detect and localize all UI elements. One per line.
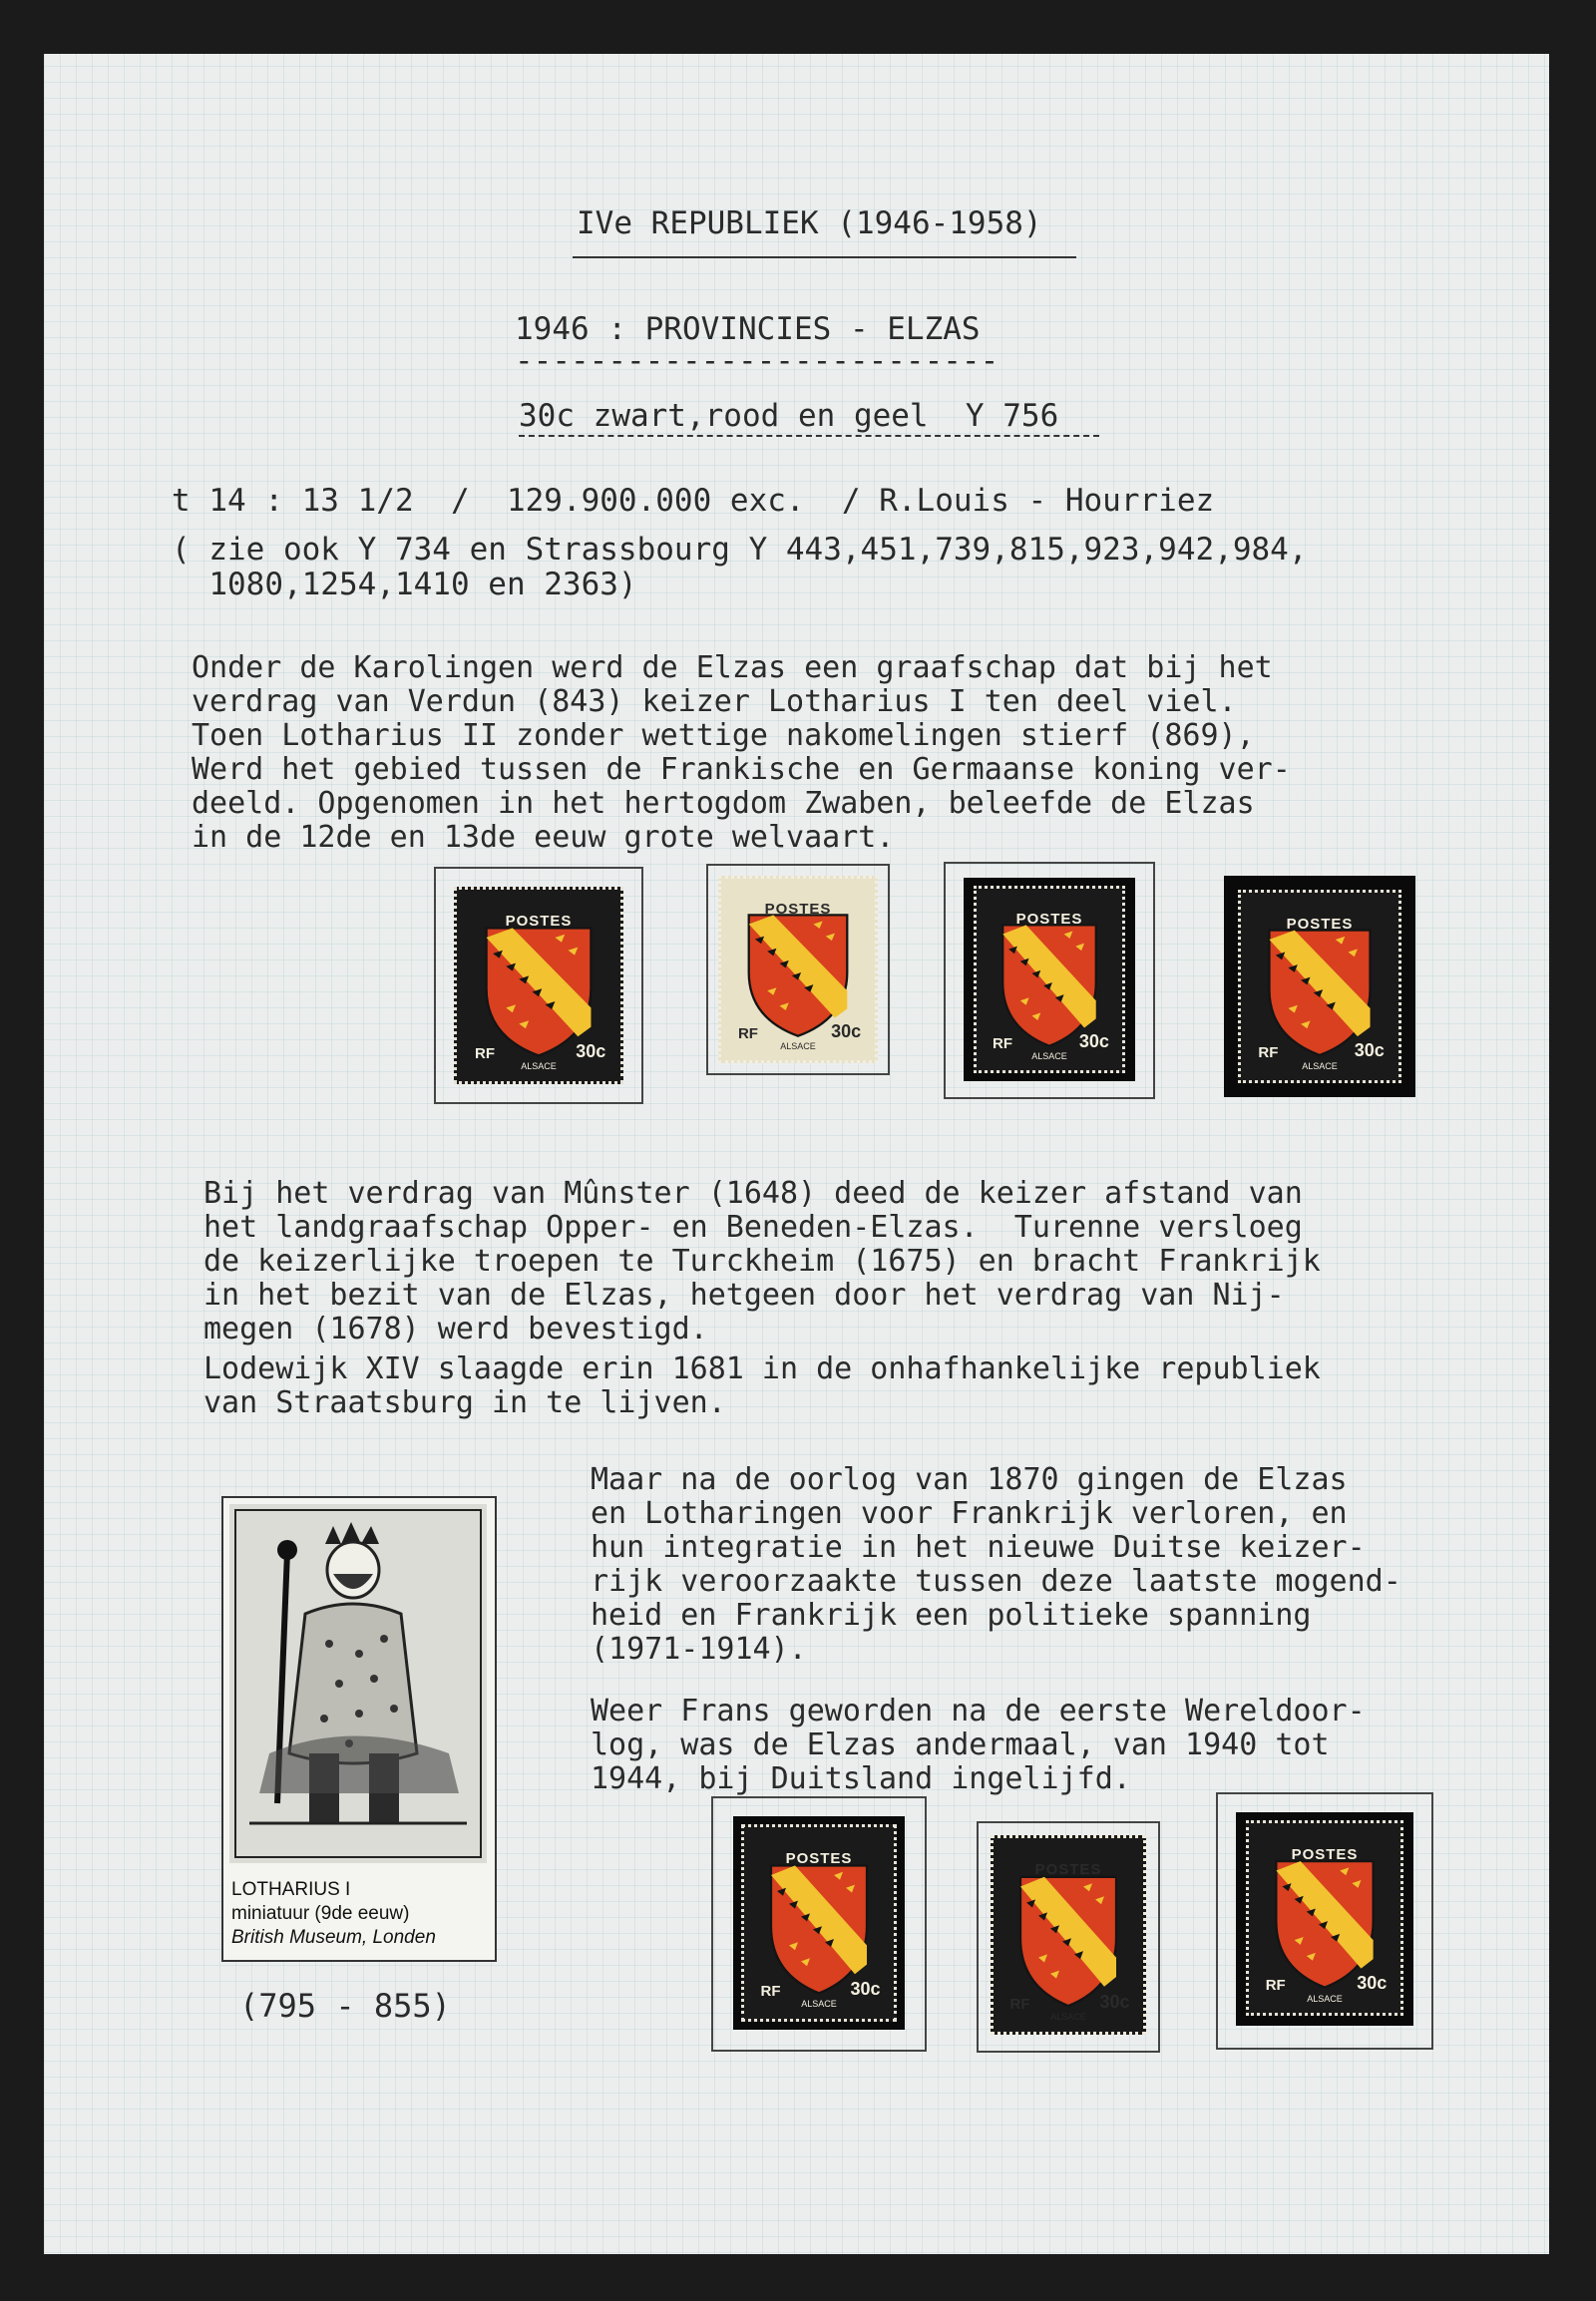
stamp-mount-4 [1224,876,1415,1097]
lifespan-dates: (795 - 855) [239,1987,451,2025]
stamp-name-label: ALSACE [521,1061,557,1072]
stamp [741,1824,897,2022]
stamp-name-label: ALSACE [1302,1060,1338,1071]
stamp-frame-5 [711,1796,927,2052]
page-title: IVe REPUBLIEK (1946-1958) [577,205,1042,241]
stamp-frame-7 [1216,1792,1433,2050]
perforation-info: t 14 : 13 1/2 / 129.900.000 exc. / R.Louis - Hourriez [172,483,1215,519]
stamp-postes-label: POSTES [505,913,573,931]
stamp-name-label: ALSACE [1031,1050,1067,1061]
stamp-value-label: 30c [1099,1991,1130,2012]
history-paragraph-2: Bij het verdrag van Mûnster (1648) deed de keizer afstand van het landgraafschap Opper- en Beneden-Elzas. Turenne versloeg de keizerlijke troepen te Turckheim (1675) en bracht Frankrijk in het bezit van de Elzas, hetgeen door het verdrag van Nij- megen (1678) werd bevestigd. [203,1176,1321,1346]
stamp-postes-label: POSTES [1034,1861,1102,1879]
stamp-name-label: ALSACE [801,1999,837,2010]
stamp-postes-label: POSTES [785,1850,853,1868]
stamp-postes-label: POSTES [1291,1845,1359,1863]
history-paragraph-3: Lodewijk XIV slaagde erin 1681 in de onhafhankelijke republiek van Straatsburg in te lijven. [203,1351,1321,1420]
stamp-value-label: 30c [831,1020,862,1041]
stamp-rf-label: RF [475,1044,496,1062]
stamp-rf-label: RF [1258,1044,1279,1062]
stamp-value-label: 30c [1354,1040,1385,1061]
stamp-value-label: 30c [1078,1030,1109,1051]
issue-underline [519,435,1099,437]
stamp-frame-2 [706,864,890,1075]
stamp-mount [964,878,1135,1081]
stamp-value-label: 30c [1357,1973,1388,1993]
portrait-card [221,1496,497,1962]
history-paragraph-5: Weer Frans geworden na de eerste Wereldoor- log, was de Elzas andermaal, van 1940 tot 1944, bij Duitsland ingelijfd. [591,1694,1366,1796]
stamp-postes-label: POSTES [1286,915,1354,933]
stamp-rf-label: RF [737,1024,758,1042]
stamp [718,876,878,1063]
history-paragraph-1: Onder de Karolingen werd de Elzas een graafschap dat bij het verdrag van Verdun (843) keizer Lotharius I ten deel viel. Toen Lotharius II zonder wettige nakomelingen stierf (869), Werd het gebied tussen de Frankische en Germaanse koning ver- deeld. Opgenomen in het hertogdom Zwaben, beleefde de Elzas in de 12de en 13de eeuw grote welvaart. [192,650,1291,855]
issue-description: 30c zwart,rood en geel Y 756 [519,398,1059,434]
stamp-name-label: ALSACE [780,1040,816,1051]
history-paragraph-4: Maar na de oorlog van 1870 gingen de Elzas en Lotharingen voor Frankrijk verloren, en hun integratie in het nieuwe Duitse keizer- rijk veroorzaakte tussen deze laatste mogend- heid en Frankrijk een politieke spanning (1971-1914). [591,1462,1401,1667]
stamp-frame-3 [944,862,1155,1099]
stamp-postes-label: POSTES [764,900,832,918]
section-subtitle: 1946 : PROVINCIES - ELZAS [515,311,981,347]
title-underline [573,256,1076,258]
stamp-rf-label: RF [993,1034,1013,1052]
stamp [991,1835,1146,2035]
lotharius-portrait [229,1504,487,1863]
portrait-caption-source: British Museum, Londen [231,1927,436,1948]
portrait-caption-name: LOTHARIUS I [231,1879,351,1900]
stamp-rf-label: RF [1265,1977,1286,1994]
stamp-postes-label: POSTES [1015,910,1083,928]
stamp [1246,1820,1403,2016]
stamp [454,887,623,1084]
stamp-value-label: 30c [576,1040,606,1061]
album-page [44,54,1549,2254]
stamp-rf-label: RF [1009,1995,1030,2013]
stamp-name-label: ALSACE [1307,1993,1343,2004]
stamp-mount [1236,1812,1413,2026]
see-also-note: ( zie ook Y 734 en Strassbourg Y 443,451,739,815,923,942,984, 1080,1254,1410 en 2363) [172,532,1308,602]
stamp-mount [733,1816,905,2030]
stamp-rf-label: RF [760,1982,781,2000]
stamp-frame-6 [977,1821,1160,2053]
stamp-name-label: ALSACE [1050,2012,1086,2023]
subtitle-dashes: -------------------------- [515,343,999,379]
stamp-frame-1 [434,867,643,1104]
stamp [974,886,1125,1073]
stamp [1238,890,1401,1083]
stamp-value-label: 30c [850,1978,881,1999]
portrait-caption-type: miniatuur (9de eeuw) [231,1903,410,1924]
